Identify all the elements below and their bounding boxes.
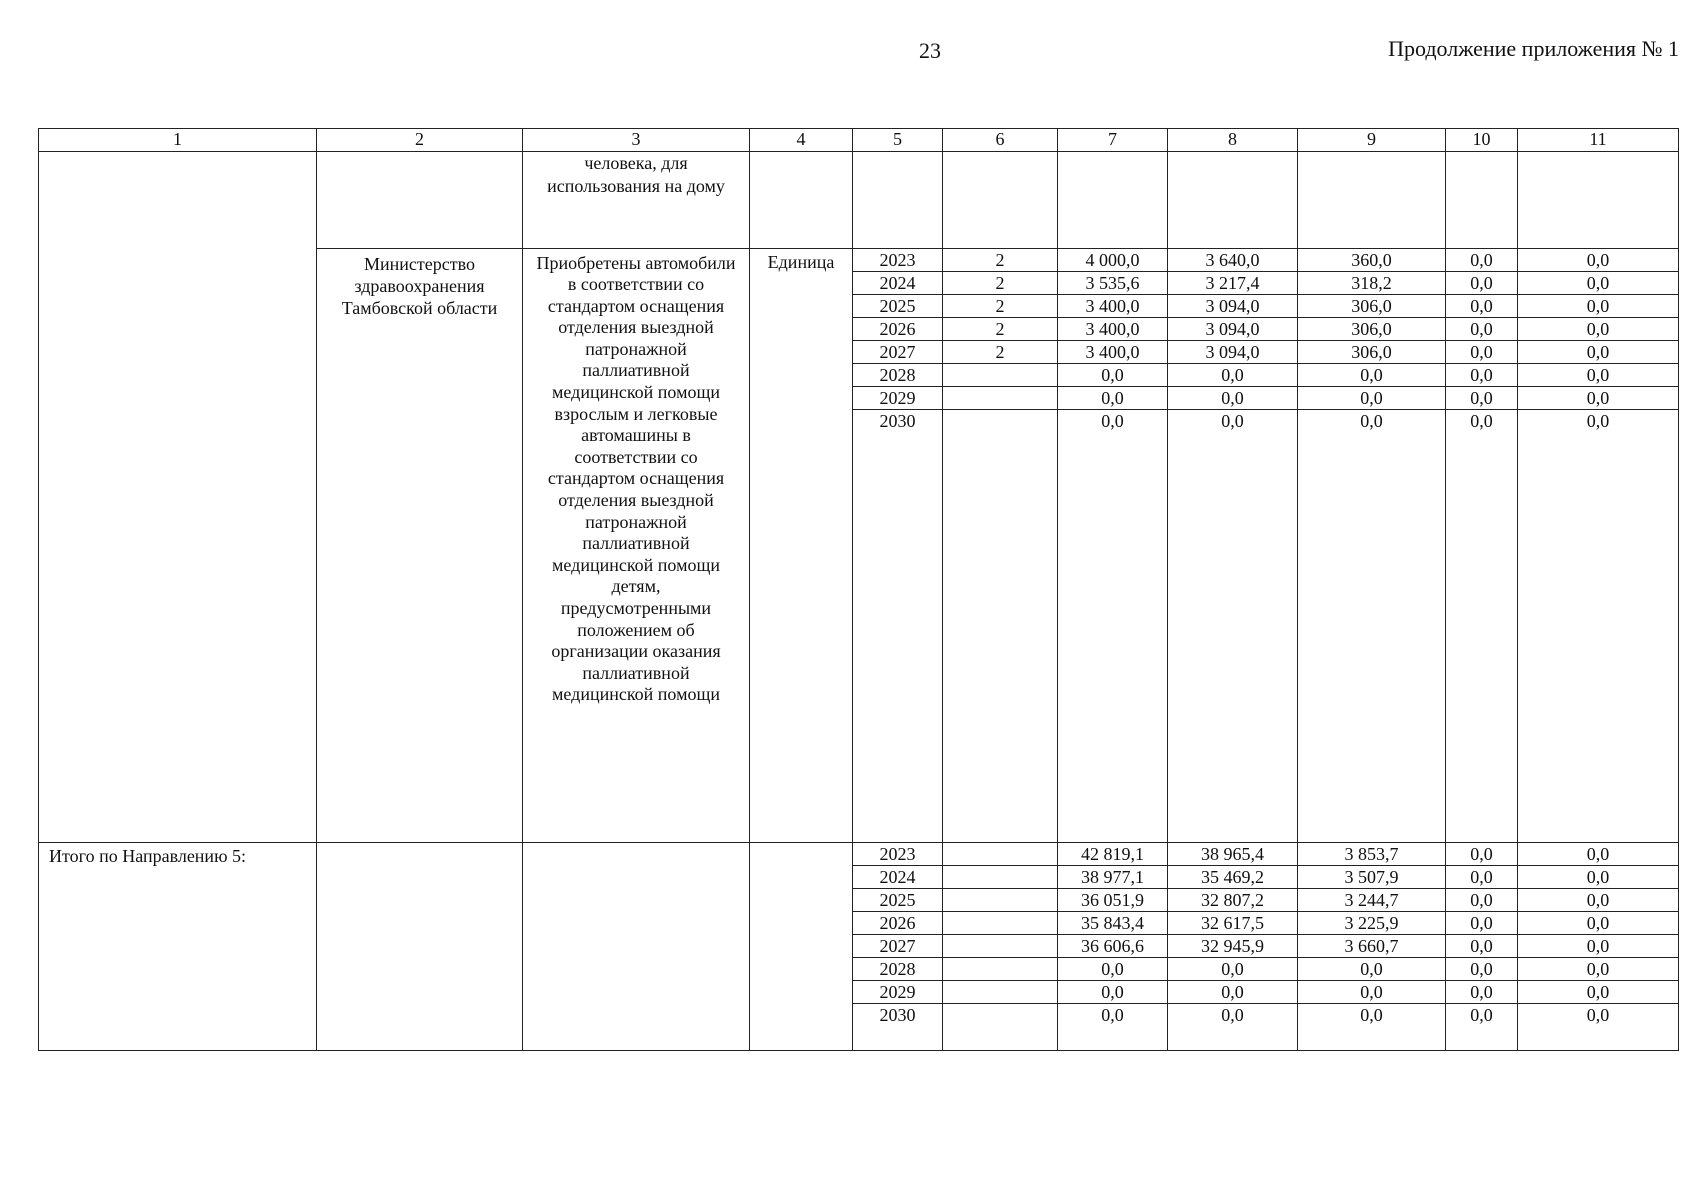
total-col8: 32 807,2 [1168, 888, 1298, 911]
total-col9: 3 853,7 [1298, 842, 1446, 865]
item-col7: 3 400,0 [1058, 294, 1168, 317]
item-col10: 0,0 [1446, 409, 1518, 432]
total-col8: 35 469,2 [1168, 865, 1298, 888]
total-col11: 0,0 [1518, 842, 1679, 865]
item-col11: 0,0 [1518, 317, 1679, 340]
continued-row [39, 152, 1679, 249]
item-col10: 0,0 [1446, 271, 1518, 294]
total-col10: 0,0 [1446, 888, 1518, 911]
total-col8: 32 617,5 [1168, 911, 1298, 934]
total-year: 2026 [853, 911, 943, 934]
item-col10: 0,0 [1446, 363, 1518, 386]
column-header-11: 11 [1518, 129, 1679, 152]
total-year: 2027 [853, 934, 943, 957]
item-qty [943, 363, 1058, 386]
total-col11: 0,0 [1518, 911, 1679, 934]
total-col9: 3 225,9 [1298, 911, 1446, 934]
total-col9: 3 244,7 [1298, 888, 1446, 911]
total-col11: 0,0 [1518, 957, 1679, 980]
item-col10: 0,0 [1446, 248, 1518, 271]
continued-description: человека, для использования на дому [523, 152, 750, 249]
item-col11: 0,0 [1518, 363, 1679, 386]
total-col10: 0,0 [1446, 865, 1518, 888]
total-col7: 38 977,1 [1058, 865, 1168, 888]
item-col11: 0,0 [1518, 248, 1679, 271]
total-col8: 0,0 [1168, 980, 1298, 1003]
item-year: 2029 [853, 386, 943, 409]
total-col9: 0,0 [1298, 957, 1446, 980]
item-col8: 0,0 [1168, 409, 1298, 432]
item-col9: 306,0 [1298, 317, 1446, 340]
total-label: Итого по Направлению 5: [39, 842, 317, 1050]
total-col7: 0,0 [1058, 980, 1168, 1003]
total-col8: 0,0 [1168, 1003, 1298, 1026]
column-header-3: 3 [523, 129, 750, 152]
total-col11: 0,0 [1518, 865, 1679, 888]
total-col9: 0,0 [1298, 1003, 1446, 1026]
column-header-1: 1 [39, 129, 317, 152]
appendix-continuation-label: Продолжение приложения № 1 [1388, 36, 1679, 61]
page-number: 23 [919, 38, 941, 63]
total-col10: 0,0 [1446, 980, 1518, 1003]
total-col10: 0,0 [1446, 1003, 1518, 1026]
column-header-4: 4 [750, 129, 853, 152]
item-col8: 0,0 [1168, 363, 1298, 386]
item-col7: 0,0 [1058, 386, 1168, 409]
item-col11: 0,0 [1518, 386, 1679, 409]
column-header-6: 6 [943, 129, 1058, 152]
item-qty [943, 409, 1058, 432]
total-col9: 3 660,7 [1298, 934, 1446, 957]
item-col9: 0,0 [1298, 363, 1446, 386]
total-col9: 3 507,9 [1298, 865, 1446, 888]
total-col7: 36 606,6 [1058, 934, 1168, 957]
item-qty: 2 [943, 340, 1058, 363]
item-col11: 0,0 [1518, 271, 1679, 294]
total-col8: 38 965,4 [1168, 842, 1298, 865]
item-qty: 2 [943, 317, 1058, 340]
item-year: 2028 [853, 363, 943, 386]
item-year: 2026 [853, 317, 943, 340]
item-col10: 0,0 [1446, 340, 1518, 363]
item-col9: 318,2 [1298, 271, 1446, 294]
item-year: 2027 [853, 340, 943, 363]
item-col7: 0,0 [1058, 363, 1168, 386]
item-year: 2025 [853, 294, 943, 317]
executor-cell: Министерство здравоохранения Тамбовской области [317, 248, 523, 842]
item-col8: 3 094,0 [1168, 317, 1298, 340]
column-header-7: 7 [1058, 129, 1168, 152]
item-col10: 0,0 [1446, 386, 1518, 409]
column-header-9: 9 [1298, 129, 1446, 152]
total-row [39, 842, 1679, 865]
column-header-2: 2 [317, 129, 523, 152]
item-row [39, 248, 1679, 271]
total-col8: 0,0 [1168, 957, 1298, 980]
measure-description-cell: Приобретены автомобили в соответствии со стандартом оснащения отделения выездной патронажной паллиативной медицинской помощи взрослым и легковые автомашины в соответствии со стандартом оснащения отделения выездной патронажной паллиативной медицинской помощи детям, предусмотренными положением об организации оказания паллиативной медицинской помощи [523, 248, 750, 842]
item-qty: 2 [943, 271, 1058, 294]
item-qty: 2 [943, 294, 1058, 317]
total-year: 2029 [853, 980, 943, 1003]
item-col10: 0,0 [1446, 317, 1518, 340]
item-col7: 4 000,0 [1058, 248, 1168, 271]
total-col8: 32 945,9 [1168, 934, 1298, 957]
item-qty: 2 [943, 248, 1058, 271]
total-col7: 35 843,4 [1058, 911, 1168, 934]
total-year: 2025 [853, 888, 943, 911]
total-col10: 0,0 [1446, 957, 1518, 980]
total-year: 2028 [853, 957, 943, 980]
item-year: 2030 [853, 409, 943, 432]
item-col11: 0,0 [1518, 294, 1679, 317]
total-col7: 0,0 [1058, 1003, 1168, 1026]
column-header-5: 5 [853, 129, 943, 152]
item-col8: 3 094,0 [1168, 294, 1298, 317]
item-col8: 3 217,4 [1168, 271, 1298, 294]
total-col11: 0,0 [1518, 980, 1679, 1003]
total-col11: 0,0 [1518, 934, 1679, 957]
item-col11: 0,0 [1518, 340, 1679, 363]
total-col10: 0,0 [1446, 911, 1518, 934]
unit-cell: Единица [750, 248, 853, 842]
item-col8: 3 094,0 [1168, 340, 1298, 363]
item-col9: 306,0 [1298, 294, 1446, 317]
total-col10: 0,0 [1446, 934, 1518, 957]
item-col10: 0,0 [1446, 294, 1518, 317]
item-qty [943, 386, 1058, 409]
total-year: 2030 [853, 1003, 943, 1026]
total-col9: 0,0 [1298, 980, 1446, 1003]
item-year: 2024 [853, 271, 943, 294]
item-col11: 0,0 [1518, 409, 1679, 432]
total-col11: 0,0 [1518, 1003, 1679, 1026]
item-col8: 3 640,0 [1168, 248, 1298, 271]
total-col7: 42 819,1 [1058, 842, 1168, 865]
item-col9: 360,0 [1298, 248, 1446, 271]
item-col7: 3 400,0 [1058, 340, 1168, 363]
column-number-row [39, 129, 1679, 152]
column-header-10: 10 [1446, 129, 1518, 152]
item-col9: 0,0 [1298, 386, 1446, 409]
budget-table [38, 128, 1679, 1051]
total-col10: 0,0 [1446, 842, 1518, 865]
item-col9: 306,0 [1298, 340, 1446, 363]
total-col7: 0,0 [1058, 957, 1168, 980]
total-year: 2023 [853, 842, 943, 865]
item-col9: 0,0 [1298, 409, 1446, 432]
item-col7: 3 535,6 [1058, 271, 1168, 294]
total-year: 2024 [853, 865, 943, 888]
total-col11: 0,0 [1518, 888, 1679, 911]
item-col7: 3 400,0 [1058, 317, 1168, 340]
column-header-8: 8 [1168, 129, 1298, 152]
item-col8: 0,0 [1168, 386, 1298, 409]
item-year: 2023 [853, 248, 943, 271]
item-col7: 0,0 [1058, 409, 1168, 432]
total-col7: 36 051,9 [1058, 888, 1168, 911]
